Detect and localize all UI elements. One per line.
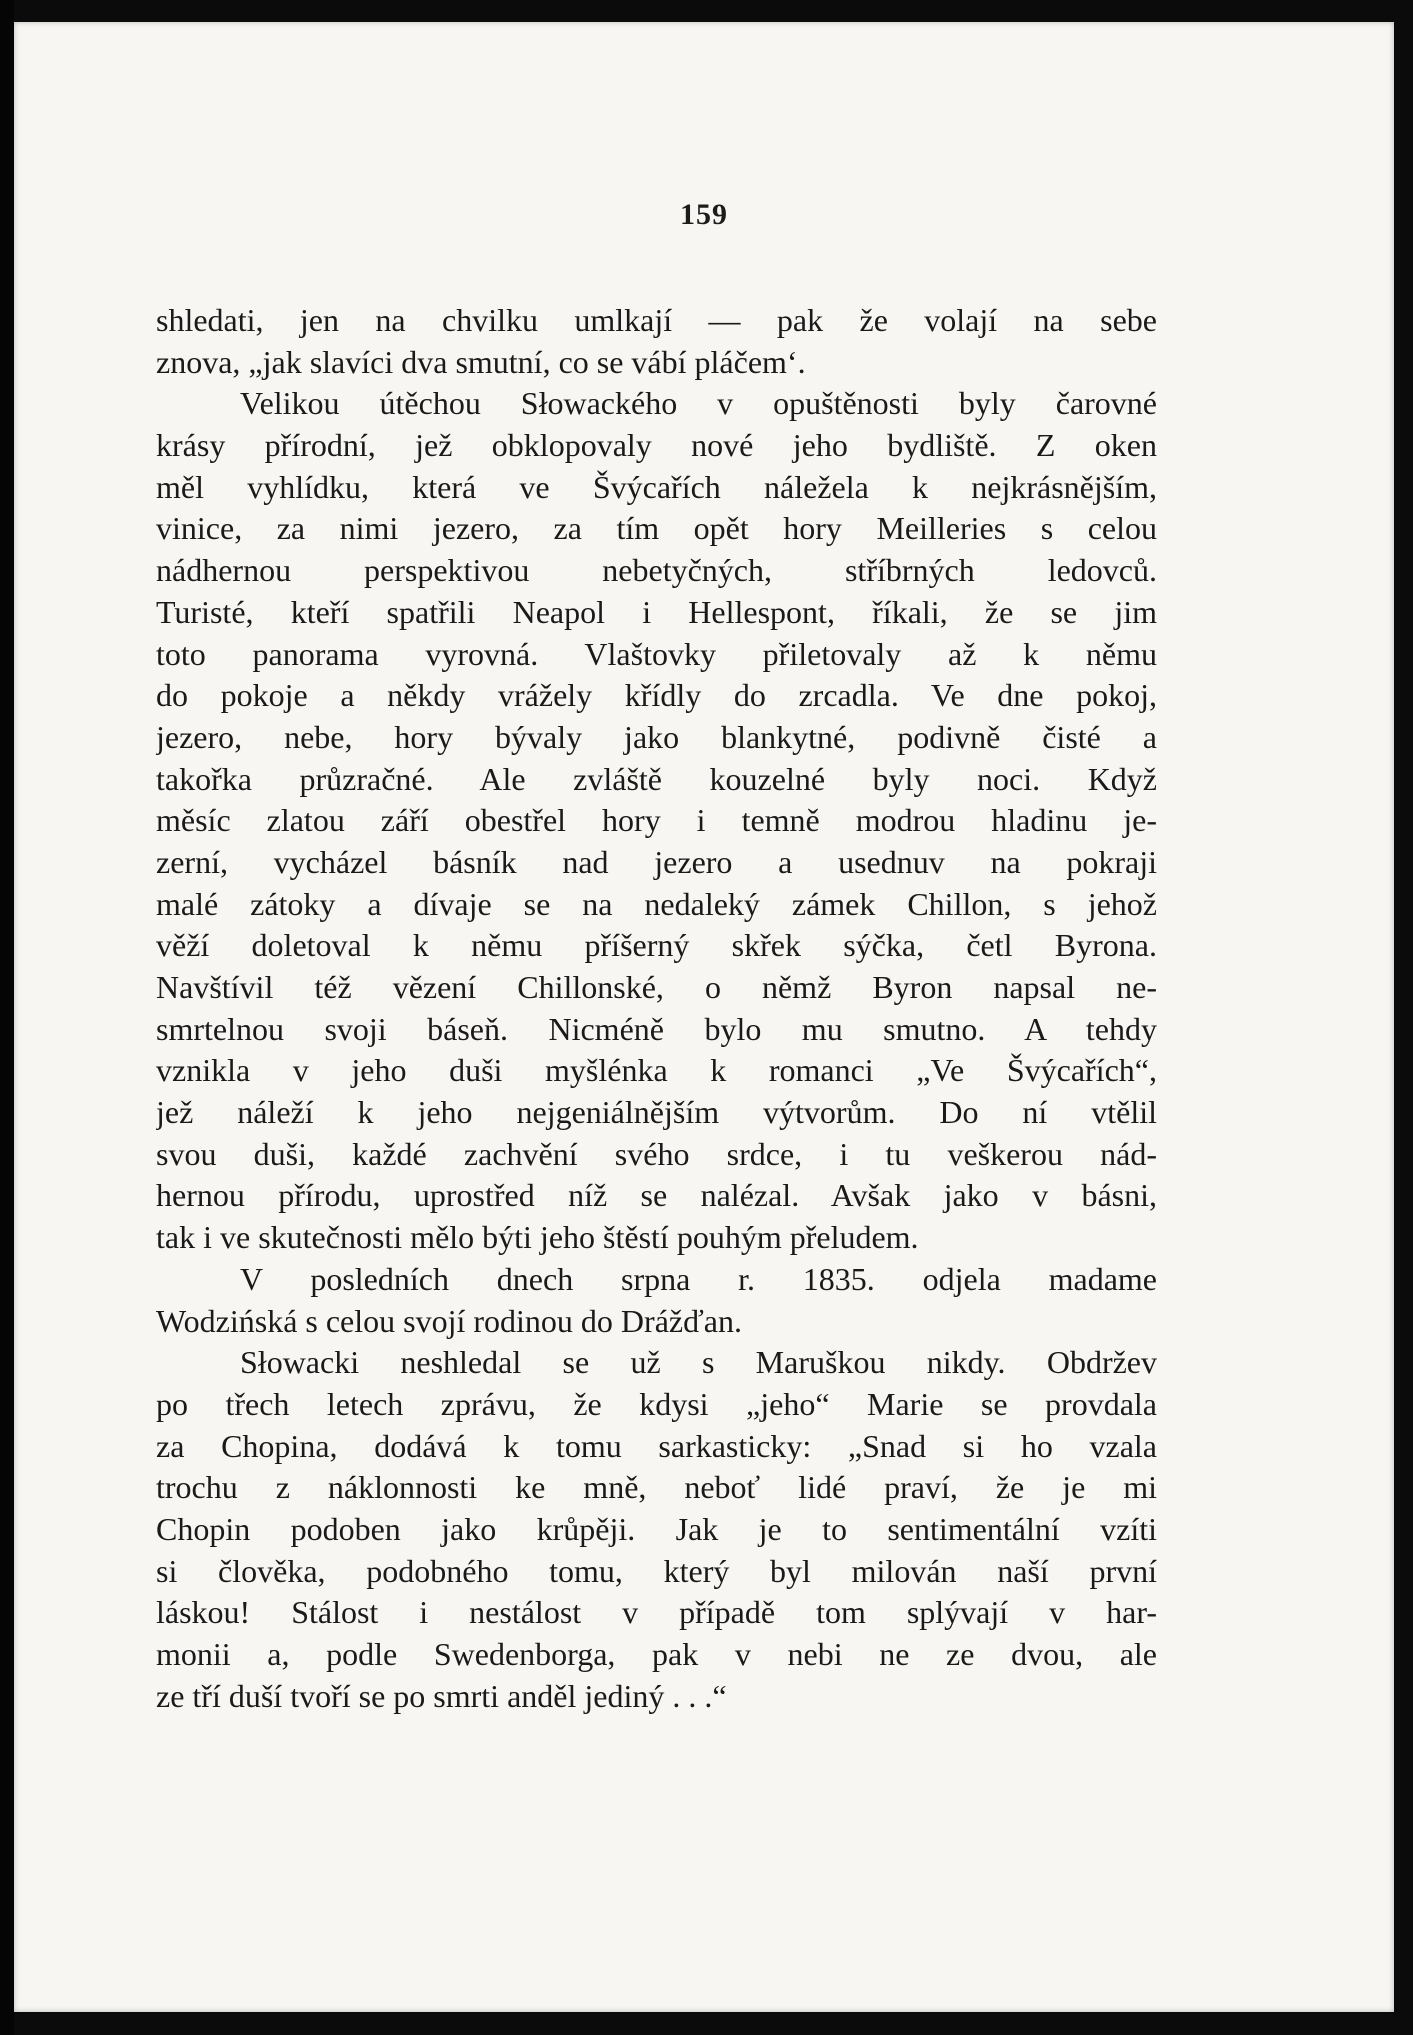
text-line: po třech letech zprávu, že kdysi „jeho“ Marie se provdala (156, 1385, 1157, 1422)
text-line: svou duši, každé zachvění svého srdce, i tu veškerou nád- (156, 1135, 1157, 1172)
text-line: malé zátoky a dívaje se na nedaleký zámek Chillon, s jehož (156, 885, 1157, 922)
text-line: vinice, za nimi jezero, za tím opět hory Meilleries s celou (156, 510, 1157, 547)
text-line: Navštívil též vězení Chillonské, o němž Byron napsal ne- (156, 969, 1157, 1005)
text-line: krásy přírodní, jež obklopovaly nové jeho bydliště. Z oken (156, 427, 1157, 464)
text-line: měl vyhlídku, která ve Švýcařích náležela k nejkrásnějším, (156, 468, 1157, 505)
book-page (14, 22, 1394, 2012)
text-line: znova, „jak slavíci dva smutní, co se vábí pláčem‘. (156, 343, 806, 380)
text-line: vznikla v jeho duši myšlénka k romanci „Ve Švýcařích“, (156, 1052, 1157, 1089)
text-line: si člověka, podobného tomu, který byl milován naší první (156, 1552, 1157, 1589)
text-line: jezero, nebe, hory bývaly jako blankytné, podivně čisté a (156, 718, 1157, 755)
text-line: smrtelnou svoji báseň. Nicméně bylo mu smutno. A tehdy (156, 1010, 1157, 1047)
text-line: toto panorama vyrovná. Vlaštovky přiletovaly až k němu (156, 635, 1157, 672)
text-line: nádhernou perspektivou nebetyčných, stříbrných ledovců. (156, 552, 1157, 589)
text-line: takořka průzračné. Ale zvláště kouzelné byly noci. Když (156, 760, 1157, 797)
text-line: jež náleží k jeho nejgeniálnějším výtvorům. Do ní vtělil (156, 1094, 1157, 1131)
text-line: shledati, jen na chvilku umlkají — pak že volají na sebe (156, 302, 1157, 338)
text-line: Chopin podoben jako krůpěji. Jak je to sentimentální vzíti (156, 1510, 1157, 1547)
text-line: monii a, podle Swedenborga, pak v nebi ne ze dvou, ale (156, 1636, 1157, 1672)
text-line: láskou! Stálost i nestálost v případě tom splývají v har- (156, 1594, 1157, 1631)
body-text (156, 300, 1157, 1717)
text-line: Słowacki neshledal se už s Maruškou nikdy. Obdržev (240, 1344, 1157, 1381)
text-line: Wodzińská s celou svojí rodinou do Drážďan. (156, 1302, 742, 1339)
text-line: hernou přírodu, uprostřed níž se nalézal. Avšak jako v básni, (156, 1177, 1157, 1214)
text-line: V posledních dnech srpna r. 1835. odjela madame (240, 1260, 1157, 1297)
text-line: ze tří duší tvoří se po smrti anděl jediný . . .“ (156, 1677, 727, 1714)
scan-left-edge (0, 0, 14, 2035)
page-number: 159 (680, 198, 728, 231)
text-line: trochu z náklonnosti ke mně, neboť lidé praví, že je mi (156, 1469, 1157, 1506)
text-line: za Chopina, dodává k tomu sarkasticky: „Snad si ho vzala (156, 1427, 1157, 1464)
text-line: Velikou útěchou Słowackého v opuštěnosti byly čarovné (240, 385, 1157, 422)
text-line: věží doletoval k němu příšerný skřek sýčka, četl Byrona. (156, 927, 1157, 964)
text-line: tak i ve skutečnosti mělo býti jeho štěstí pouhým přeludem. (156, 1219, 919, 1256)
text-line: zerní, vycházel básník nad jezero a usednuv na pokraji (156, 843, 1157, 880)
text-line: do pokoje a někdy vrážely křídly do zrcadla. Ve dne pokoj, (156, 677, 1157, 714)
text-line: Turisté, kteří spatřili Neapol i Hellespont, říkali, že se jim (156, 593, 1157, 630)
text-line: měsíc zlatou září obestřel hory i temně modrou hladinu je- (156, 802, 1157, 839)
